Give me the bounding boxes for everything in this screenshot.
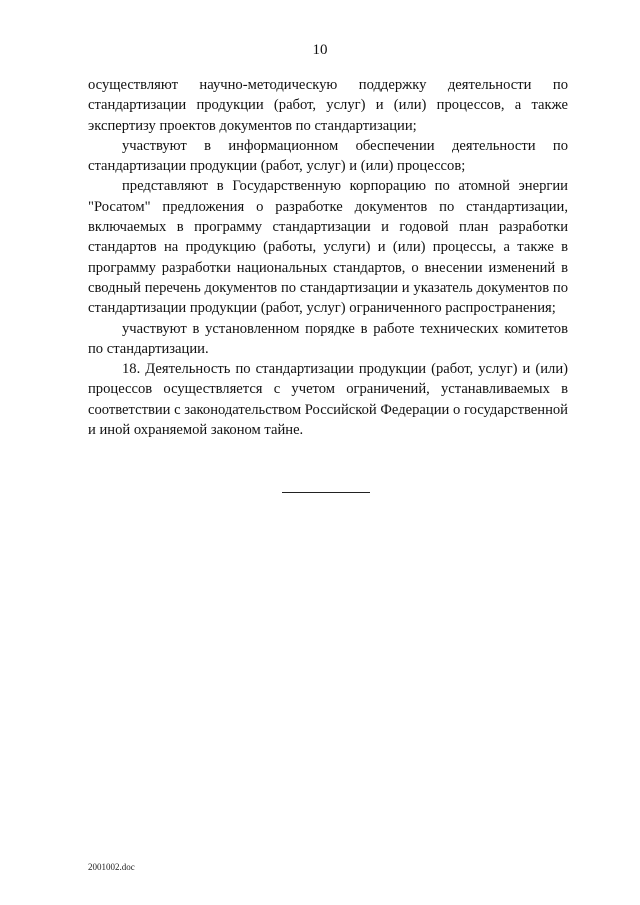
page-number: 10 bbox=[312, 42, 328, 58]
document-body bbox=[88, 75, 568, 440]
paragraph-technical-committees: участвуют в установленном порядке в работе технических комитетов по стандартизации. bbox=[88, 320, 568, 357]
paragraph-item-18: 18. Деятельность по стандартизации продукции (работ, услуг) и (или) процессов осуществляется с учетом ограничений, устанавливаемых в соответствии с законодательством Российской Федерации о государственной и иной охраняемой законом тайне. bbox=[88, 361, 568, 439]
paragraph-scientific-support: осуществляют научно-методическую поддержку деятельности по стандартизации продукции (работ, услуг) и (или) процессов, а также экспертизу проектов документов по стандартизации; bbox=[88, 77, 568, 134]
end-separator-line bbox=[282, 492, 370, 493]
footer-document-code: 2001002.doc bbox=[88, 862, 135, 872]
paragraph-proposals-rosatom: представляют в Государственную корпорацию по атомной энергии "Росатом" предложения о разработке документов по стандартизации, включаемых в программу стандартизации и годовой план разработки стандартов на продукцию (работы, услуги) и (или) процессы, а также в программу разработки национальных стандартов, о внесении изменений в сводный перечень документов по стандартизации и указатель документов по стандартизации продукции (работ, услуг) ограниченного распространения; bbox=[88, 178, 568, 317]
paragraph-information-support: участвуют в информационном обеспечении деятельности по стандартизации продукции (работ, услуг) и (или) процессов; bbox=[88, 137, 568, 175]
